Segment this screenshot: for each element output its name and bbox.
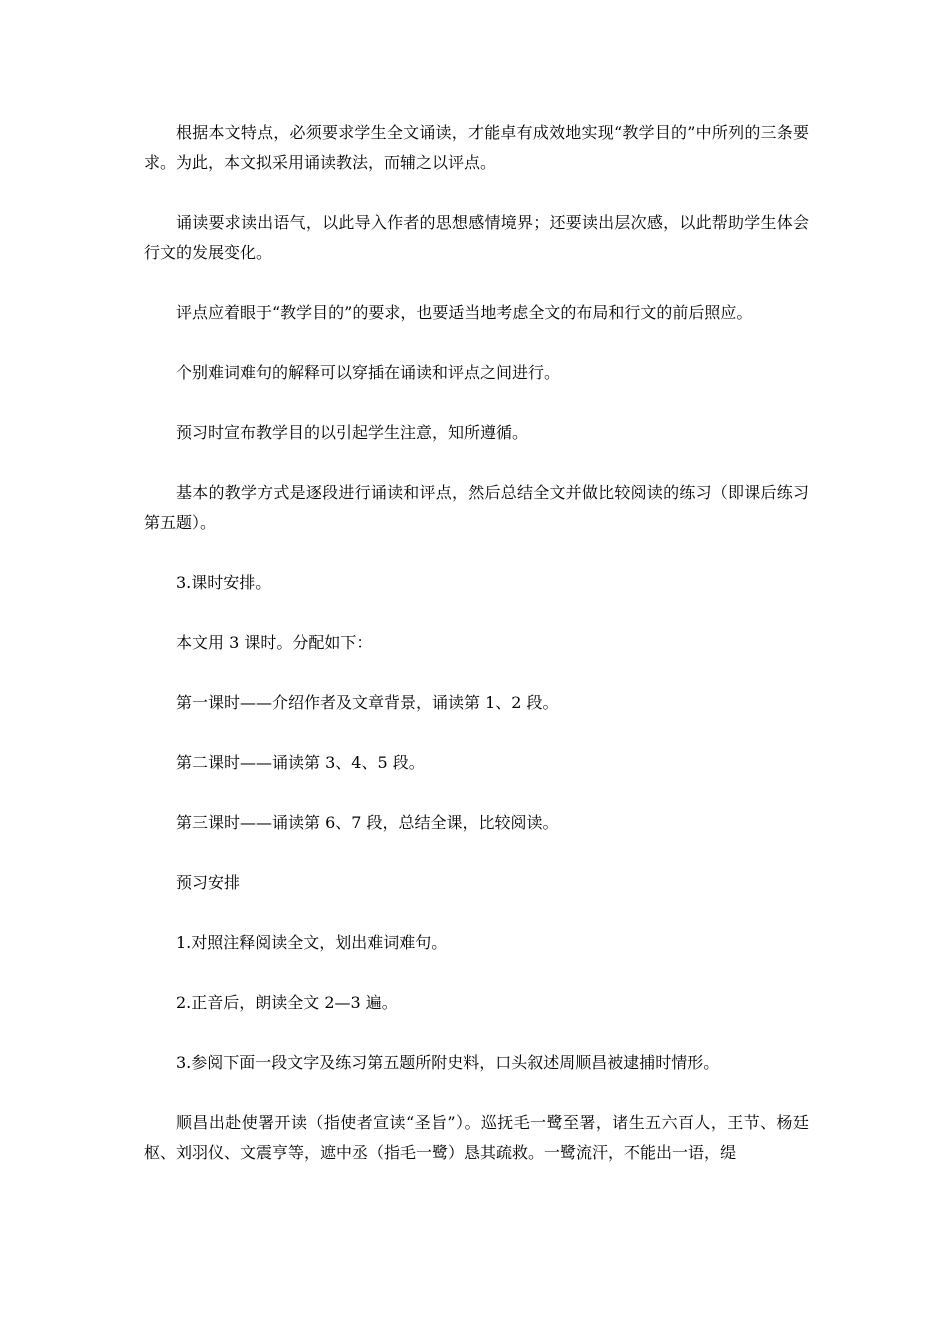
paragraph-commentary: 评点应着眼于“教学目的”的要求，也要适当地考虑全文的布局和行文的前后照应。	[176, 303, 753, 322]
document-page	[144, 118, 809, 1198]
paragraph-preview-goals: 预习时宣布教学目的以引起学生注意，知所遵循。	[176, 423, 529, 442]
preview-item-2: 2.正音后，朗读全文 2—3 遍。	[176, 993, 398, 1012]
paragraph-schedule-intro: 本文用 3 课时。分配如下：	[176, 633, 373, 652]
preview-item-1: 1.对照注释阅读全文，划出难词难句。	[176, 933, 448, 952]
schedule-item-3: 第三课时——诵读第 6、7 段，总结全课，比较阅读。	[176, 813, 559, 832]
schedule-item-1: 第一课时——介绍作者及文章背景，诵读第 1、2 段。	[176, 693, 559, 712]
paragraph-difficult-words: 个别难词难句的解释可以穿插在诵读和评点之间进行。	[176, 363, 561, 382]
heading-class-schedule: 3.课时安排。	[176, 573, 272, 592]
heading-preview-arrangement: 预习安排	[176, 873, 241, 892]
paragraph-tone-and-layers: 诵读要求读出语气，以此导入作者的思想感情境界；还要读出层次感，以此帮助学生体会行文的发展变化。	[144, 213, 809, 262]
paragraph-teaching-method: 基本的教学方式是逐段进行诵读和评点，然后总结全文并做比较阅读的练习（即课后练习第五题）。	[144, 483, 809, 532]
schedule-item-2: 第二课时——诵读第 3、4、5 段。	[176, 753, 425, 772]
paragraph-historical-excerpt: 顺昌出赴使署开读（指使者宣读“圣旨”）。巡抚毛一鹭至署，诸生五六百人，王节、杨廷枢、刘羽仪、文震亨等，遮中丞（指毛一鹭）恳其疏救。一鹭流汗，不能出一语，缇	[144, 1113, 809, 1162]
paragraph-reading-requirement: 根据本文特点，必须要求学生全文诵读，才能卓有成效地实现“教学目的”中所列的三条要求。为此，本文拟采用诵读教法，而辅之以评点。	[144, 123, 809, 172]
preview-item-3: 3.参阅下面一段文字及练习第五题所附史料，口头叙述周顺昌被逮捕时情形。	[176, 1053, 720, 1072]
